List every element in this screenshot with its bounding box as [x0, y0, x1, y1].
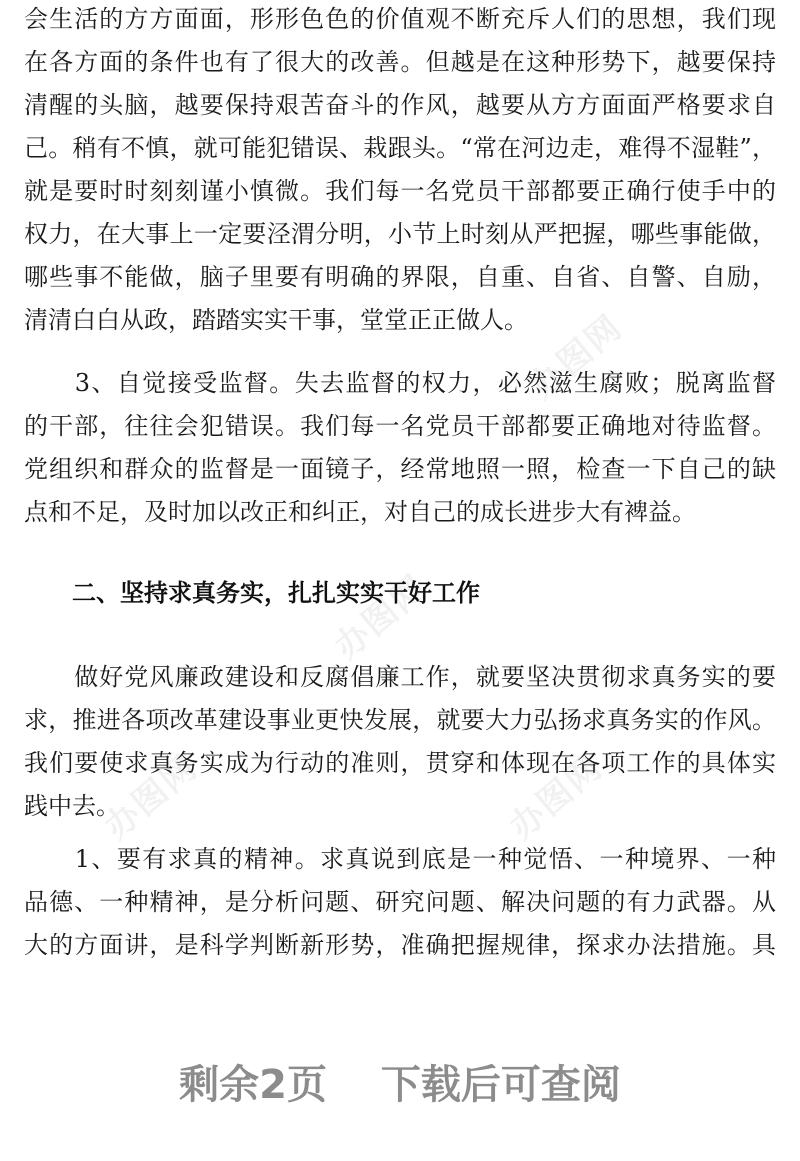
body-text-line: 哪些事不能做，脑子里要有明确的界限，自重、自省、自警、自励，	[24, 263, 776, 291]
body-text-line: 大的方面讲，是科学判断新形势，准确把握规律，探求办法措施。具	[24, 931, 776, 959]
download-to-view-label: 下载后可查阅	[380, 1062, 621, 1108]
watermark: 办图网	[502, 747, 611, 848]
remaining-pages-label: 剩余2页	[179, 1062, 327, 1108]
body-text-line: 己。稍有不慎，就可能犯错误、栽跟头。“常在河边走，难得不湿鞋”，	[24, 134, 776, 162]
section-heading: 二、坚持求真务实，扎扎实实干好工作	[72, 579, 480, 607]
body-text-line: 求，推进各项改革建设事业更快发展，就要大力弘扬求真务实的作风。	[24, 706, 776, 734]
body-text-line: 我们要使求真务实成为行动的准则，贯穿和体现在各项工作的具体实	[24, 749, 776, 777]
body-text-line: 的干部，往往会犯错误。我们每一名党员干部都要正确地对待监督。	[24, 412, 776, 440]
body-text-line: 权力，在大事上一定要泾渭分明，小节上时刻从严把握，哪些事能做，	[24, 220, 776, 248]
body-text-line: 就是要时时刻刻谨小慎微。我们每一名党员干部都要正确行使手中的	[24, 177, 776, 205]
watermark: 办图网	[97, 747, 206, 848]
body-text-line: 1、要有求真的精神。求真说到底是一种觉悟、一种境界、一种	[24, 845, 776, 873]
body-text-line: 做好党风廉政建设和反腐倡廉工作，就要坚决贯彻求真务实的要	[24, 663, 776, 691]
body-text-line: 会生活的方方面面，形形色色的价值观不断充斥人们的思想，我们现	[24, 5, 776, 33]
body-text-line: 党组织和群众的监督是一面镜子，经常地照一照，检查一下自己的缺	[24, 455, 776, 483]
body-text-line: 品德、一种精神，是分析问题、研究问题、解决问题的有力武器。从	[24, 888, 776, 916]
body-text-line: 清醒的头脑，越要保持艰苦奋斗的作风，越要从方方面面严格要求自	[24, 91, 776, 119]
watermark: 办图网	[327, 567, 436, 668]
body-text-line: 3、自觉接受监督。失去监督的权力，必然滋生腐败；脱离监督	[24, 369, 776, 397]
body-text-line: 点和不足，及时加以改正和纠正，对自己的成长进步大有裨益。	[24, 498, 696, 526]
download-prompt[interactable]	[0, 1055, 800, 1115]
body-text-line: 在各方面的条件也有了很大的改善。但越是在这种形势下，越要保持	[24, 48, 776, 76]
body-text-line: 践中去。	[24, 792, 120, 820]
watermark: 办图网	[522, 307, 631, 408]
body-text-line: 清清白白从政，踏踏实实干事，堂堂正正做人。	[24, 306, 528, 334]
